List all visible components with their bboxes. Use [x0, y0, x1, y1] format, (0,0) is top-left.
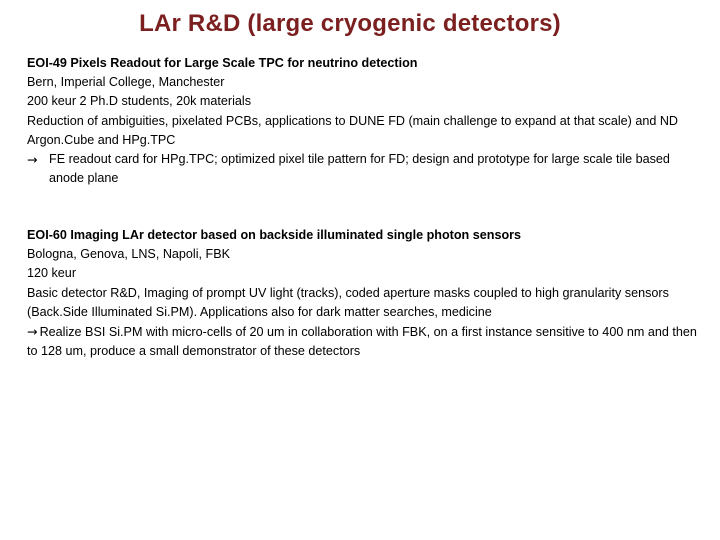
- eoi-49-institutions: Bern, Imperial College, Manchester: [27, 75, 225, 90]
- slide-title: LAr R&D (large cryogenic detectors): [139, 10, 561, 37]
- eoi-60-outcome-text: Realize BSI Si.PM with micro-cells of 20 um in collaboration with FBK, on a first instance sensitive to 400 nm and then to 128 um, produce a small demonstrator of these detectors: [27, 325, 697, 359]
- eoi-60-section: [27, 226, 697, 361]
- eoi-49-outcome: [27, 150, 697, 188]
- eoi-60-heading: EOI-60 Imaging LAr detector based on backside illuminated single photon sensors: [27, 228, 522, 242]
- eoi-49-heading: EOI-49 Pixels Readout for Large Scale TPC for neutrino detection: [27, 56, 418, 70]
- eoi-60-description: Basic detector R&D, Imaging of prompt UV light (tracks), coded aperture masks coupled to high granularity sensors (Back.Side Illuminated Si.PM). Applications also for dark matter searches, medicine: [27, 285, 669, 319]
- eoi-60-outcome: [27, 322, 697, 361]
- eoi-60-resources: 120 keur: [27, 266, 77, 281]
- eoi-49-description: Reduction of ambiguities, pixelated PCBs, applications to DUNE FD (main challenge to expand at that scale) and ND Argon.Cube and HPg.TPC: [27, 113, 679, 147]
- eoi-49-resources: 200 keur 2 Ph.D students, 20k materials: [27, 94, 252, 109]
- eoi-49-section: [27, 54, 697, 188]
- right-arrow-icon: →: [27, 152, 38, 168]
- eoi-49-outcome-text: FE readout card for HPg.TPC; optimized pixel tile pattern for FD; design and prototype for large scale tile based anode plane: [49, 152, 670, 186]
- eoi-60-institutions: Bologna, Genova, LNS, Napoli, FBK: [27, 247, 231, 262]
- right-arrow-icon: →: [27, 324, 38, 340]
